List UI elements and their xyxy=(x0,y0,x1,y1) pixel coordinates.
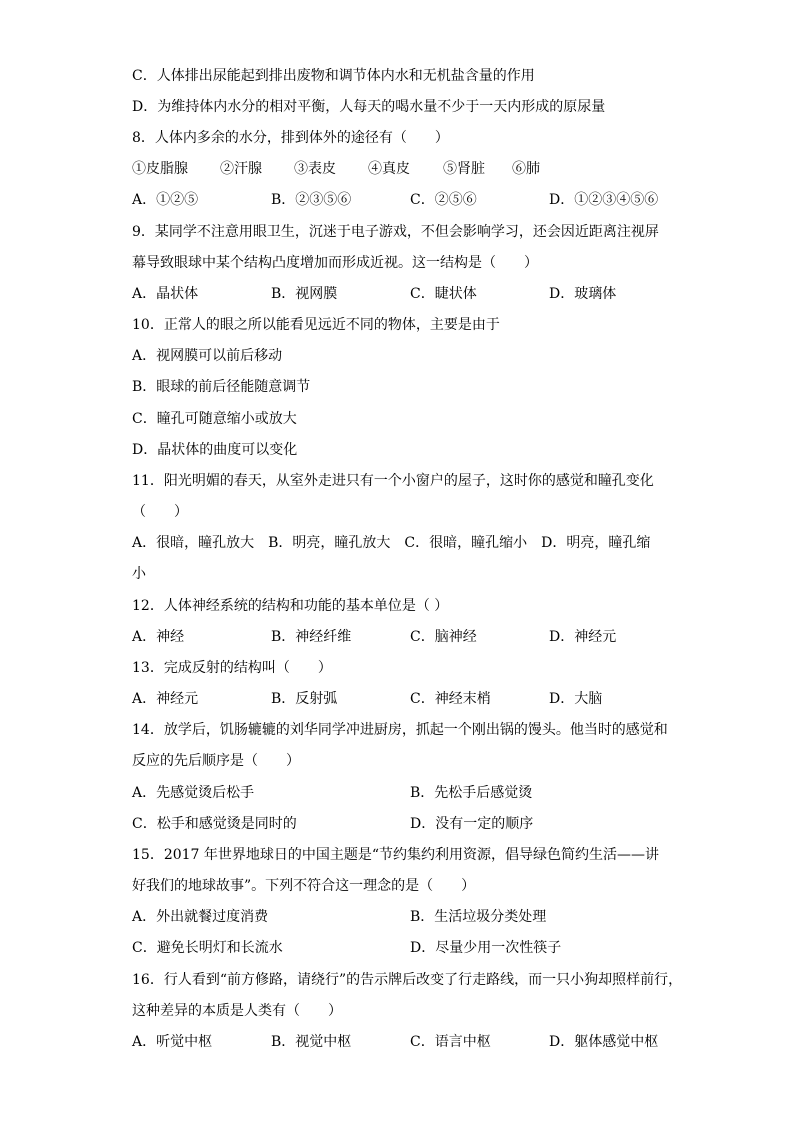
q9-option: D．玻璃体 xyxy=(549,286,617,302)
q13-options xyxy=(132,689,732,709)
q11-options-line1: A．很暗，瞳孔放大 B．明亮，瞳孔放大 C．很暗，瞳孔缩小 D．明亮，瞳孔缩 xyxy=(132,535,651,551)
q8-option: B．②③⑤⑥ xyxy=(271,192,352,208)
q14-option: B．先松手后感觉烫 xyxy=(410,785,533,801)
q12-options xyxy=(132,627,732,647)
q14-stem-line2: 反应的先后顺序是（ ） xyxy=(132,753,300,769)
q14-option: C．松手和感觉烫是同时的 xyxy=(132,816,297,832)
q16-option: A．听觉中枢 xyxy=(132,1034,213,1050)
q12-option: B．神经纤维 xyxy=(271,629,352,645)
q10-stem: 10．正常人的眼之所以能看见远近不同的物体，主要是由于 xyxy=(132,317,500,333)
q15-stem-line2: 好我们的地球故事”。下列不符合这一理念的是（ ） xyxy=(132,878,476,894)
q16-options xyxy=(132,1032,732,1052)
q9-stem-line2: 幕导致眼球中某个结构凸度增加而形成近视。这一结构是（ ） xyxy=(132,255,538,271)
q16-option: B．视觉中枢 xyxy=(271,1034,352,1050)
q15-option: D．尽量少用一次性筷子 xyxy=(410,940,562,956)
q15-stem-line1: 15．2017 年世界地球日的中国主题是“节约集约利用资源，倡导绿色简约生活——讲 xyxy=(132,847,660,863)
q8-item: ①皮脂腺 xyxy=(132,161,188,177)
q14-options-row1 xyxy=(132,783,732,803)
q13-stem: 13．完成反射的结构叫（ ） xyxy=(132,660,332,676)
q9-option: A．晶状体 xyxy=(132,286,199,302)
q9-stem-line1: 9．某同学不注意用眼卫生，沉迷于电子游戏，不但会影响学习，还会因近距离注视屏 xyxy=(132,224,659,240)
q10-option-d: D．晶状体的曲度可以变化 xyxy=(132,442,298,458)
q12-option: C．脑神经 xyxy=(410,629,477,645)
q12-option: D．神经元 xyxy=(549,629,617,645)
q16-option: C．语言中枢 xyxy=(410,1034,491,1050)
q12-stem: 12．人体神经系统的结构和功能的基本单位是（ ） xyxy=(132,598,449,614)
q13-option: C．神经末梢 xyxy=(410,691,491,707)
q9-options xyxy=(132,284,732,304)
q14-options-row2 xyxy=(132,814,732,834)
q8-items xyxy=(132,159,732,179)
q8-option: A．①②⑤ xyxy=(132,192,199,208)
q15-options-row2 xyxy=(132,938,732,958)
q14-stem-line1: 14．放学后，饥肠辘辘的刘华同学冲进厨房，抓起一个刚出锅的馒头。他当时的感觉和 xyxy=(132,722,668,738)
q13-option: B．反射弧 xyxy=(271,691,338,707)
q12-option: A．神经 xyxy=(132,629,185,645)
q9-option: B．视网膜 xyxy=(271,286,338,302)
q11-stem-line1: 11．阳光明媚的春天，从室外走进只有一个小窗户的屋子，这时你的感觉和瞳孔变化 xyxy=(132,473,654,489)
q10-option-c: C．瞳孔可随意缩小或放大 xyxy=(132,411,297,427)
q8-item: ④真皮 xyxy=(368,161,410,177)
q8-item: ③表皮 xyxy=(294,161,336,177)
q9-option: C．睫状体 xyxy=(410,286,477,302)
q13-option: D．大脑 xyxy=(549,691,603,707)
q15-options-row1 xyxy=(132,907,732,927)
q7-option-d: D．为维持体内水分的相对平衡，人每天的喝水量不少于一天内形成的原尿量 xyxy=(132,99,606,115)
q15-option: C．避免长明灯和长流水 xyxy=(132,940,283,956)
q10-option-a: A．视网膜可以前后移动 xyxy=(132,348,283,364)
q8-item: ②汗腺 xyxy=(220,161,262,177)
q16-option: D．躯体感觉中枢 xyxy=(549,1034,659,1050)
q11-stem-line2: （ ） xyxy=(132,504,188,520)
q14-option: D．没有一定的顺序 xyxy=(410,816,534,832)
q13-option: A．神经元 xyxy=(132,691,199,707)
q11-options-line2: 小 xyxy=(132,566,146,582)
q16-stem-line2: 这种差异的本质是人类有（ ） xyxy=(132,1003,342,1019)
q14-option: A．先感觉烫后松手 xyxy=(132,785,255,801)
q8-option: D．①②③④⑤⑥ xyxy=(549,192,659,208)
q15-option: A．外出就餐过度消费 xyxy=(132,909,269,925)
q7-option-c: C．人体排出尿能起到排出废物和调节体内水和无机盐含量的作用 xyxy=(132,68,535,84)
q16-stem-line1: 16．行人看到“前方修路，请绕行”的告示牌后改变了行走路线，而一只小狗却照样前行， xyxy=(132,972,683,988)
q8-stem: 8．人体内多余的水分，排到体外的途径有（ ） xyxy=(132,130,449,146)
q8-option: C．②⑤⑥ xyxy=(410,192,477,208)
q15-option: B．生活垃圾分类处理 xyxy=(410,909,547,925)
q8-item: ⑤肾脏 xyxy=(443,161,485,177)
q10-option-b: B．眼球的前后径能随意调节 xyxy=(132,379,311,395)
q8-item: ⑥肺 xyxy=(512,161,540,177)
q8-options xyxy=(132,190,732,210)
